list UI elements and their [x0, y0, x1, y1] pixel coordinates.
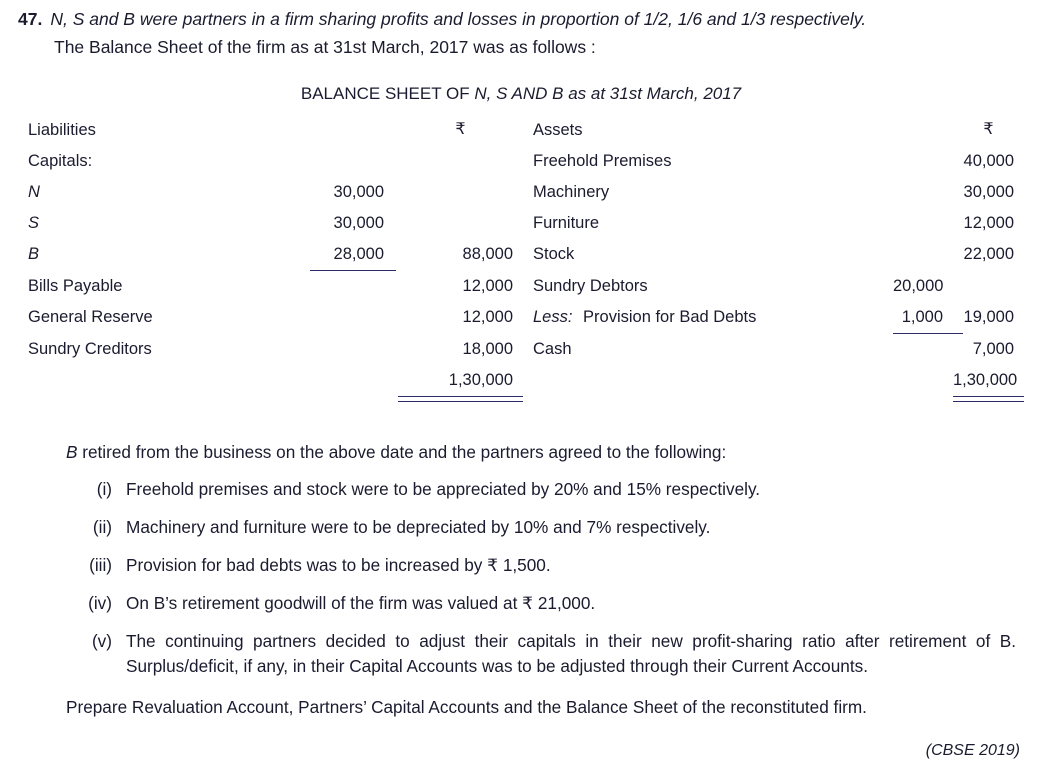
asset-amount: 40,000: [963, 152, 1014, 170]
list-item-text: On B’s retirement goodwill of the firm was valued at ₹ 21,000.: [126, 593, 596, 613]
assets-total: 1,30,000: [953, 371, 1018, 389]
asset-label: Machinery: [533, 183, 610, 201]
liability-amount: 12,000: [462, 277, 513, 295]
asset-inner: 1,000: [901, 308, 943, 326]
liability-amount: [398, 146, 523, 177]
table-row: [18, 334, 1024, 365]
closing-instruction: Prepare Revaluation Account, Partners’ Capital Accounts and the Balance Sheet of the reconstituted firm.: [66, 697, 867, 717]
balance-sheet-table: [18, 114, 1024, 406]
question-line-1-text: N, S and B were partners in a firm sharing profits and losses in proportion of 1/2, 1/6 and 1/3 respectively.: [50, 9, 867, 29]
asset-amount: 7,000: [972, 340, 1014, 358]
liability-amount: 88,000: [462, 245, 513, 263]
header-liabilities: Liabilities: [28, 121, 96, 139]
asset-label: Provision for Bad Debts: [583, 308, 757, 326]
asset-label: Freehold Premises: [533, 152, 672, 170]
table-row: [18, 208, 1024, 239]
table-row: [18, 271, 1024, 302]
list-item: [82, 591, 1028, 616]
list-item-text: Machinery and furniture were to be depreciated by 10% and 7% respectively.: [126, 517, 711, 537]
liability-label: General Reserve: [28, 308, 153, 326]
header-assets: Assets: [533, 121, 583, 139]
liability-label: Capitals:: [28, 152, 93, 170]
header-rupee-left: ₹: [455, 121, 466, 138]
asset-amount: [953, 271, 1024, 302]
liability-amount: [398, 177, 523, 208]
asset-amount: 30,000: [963, 183, 1014, 201]
list-item-number: (i): [96, 479, 112, 499]
header-rupee-right: ₹: [983, 121, 994, 138]
assets-total-spacer: [523, 365, 893, 396]
liability-amount: 18,000: [462, 340, 513, 358]
asset-label: Cash: [533, 340, 572, 358]
asset-inner: [893, 334, 953, 365]
liabilities-total: 1,30,000: [448, 371, 513, 389]
asset-inner: [893, 208, 953, 239]
question-line-1: [18, 6, 1028, 32]
asset-label: Stock: [533, 245, 575, 263]
table-closing-rules: [18, 396, 1024, 406]
list-item-number: (iii): [89, 555, 112, 575]
list-item-number: (v): [91, 631, 112, 651]
balance-sheet-title: [0, 84, 1042, 104]
liability-inner: 30,000: [333, 214, 384, 232]
question-line-2: The Balance Sheet of the firm as at 31st March, 2017 was as follows :: [54, 37, 596, 57]
asset-label: Sundry Debtors: [533, 277, 648, 295]
balance-sheet-title-plain: BALANCE SHEET OF: [300, 84, 475, 103]
adjustments-list: [18, 477, 1028, 679]
asset-inner: [893, 146, 953, 177]
liability-inner: 28,000: [333, 245, 384, 263]
adjustments-block: [18, 440, 1028, 720]
table-row: [18, 239, 1024, 271]
question-block: [18, 6, 1028, 60]
list-item-number: (ii): [92, 517, 112, 537]
retirement-lead-text: B retired from the business on the above date and the partners agreed to the following:: [66, 442, 727, 462]
liability-label: N: [28, 183, 40, 201]
asset-inner: [893, 177, 953, 208]
table-row: [18, 146, 1024, 177]
assets-inner-spacer: [893, 365, 953, 396]
asset-inner: 20,000: [893, 277, 944, 295]
asset-inner: [893, 239, 953, 270]
liability-inner: 30,000: [333, 183, 384, 201]
list-item: [82, 477, 1028, 502]
table-row: [18, 177, 1024, 208]
asset-label-prefix: Less:: [533, 308, 573, 326]
list-item-text: Provision for bad debts was to be increased by ₹ 1,500.: [126, 555, 551, 575]
list-item-text: The continuing partners decided to adjust their capitals in their new profit-sharing ratio after retirement of B. Surplus/deficit, if any, in their Capital Accounts was to be adjusted through their Current Accounts.: [126, 631, 1016, 676]
list-item: [82, 553, 1028, 578]
liability-label: S: [28, 214, 40, 232]
liability-amount: 12,000: [462, 308, 513, 326]
liability-label: B: [28, 245, 40, 263]
asset-amount: 19,000: [963, 308, 1014, 326]
liability-label: Bills Payable: [28, 277, 123, 295]
question-number: 47.: [18, 9, 43, 29]
liability-amount: [398, 208, 523, 239]
total-label-spacer: [18, 365, 398, 396]
list-item-text: Freehold premises and stock were to be appreciated by 20% and 15% respectively.: [126, 479, 761, 499]
retirement-lead-rest: retired from the business on the above date and the partners agreed to the following:: [77, 442, 727, 462]
asset-amount: 22,000: [963, 245, 1014, 263]
balance-sheet-title-italic: N, S AND B as at 31st March, 2017: [474, 84, 742, 103]
list-item-number: (iv): [88, 593, 112, 613]
double-rule-left: [398, 396, 523, 402]
source-citation: (CBSE 2019): [925, 742, 1020, 759]
double-rule-right: [953, 396, 1024, 402]
table-total-row: [18, 365, 1024, 396]
table-header-row: [18, 114, 1024, 146]
list-item: [82, 629, 1028, 679]
liability-label: Sundry Creditors: [28, 340, 152, 358]
table-row: [18, 302, 1024, 334]
asset-label: Furniture: [533, 214, 600, 232]
list-item: [82, 515, 1028, 540]
asset-amount: 12,000: [963, 214, 1014, 232]
